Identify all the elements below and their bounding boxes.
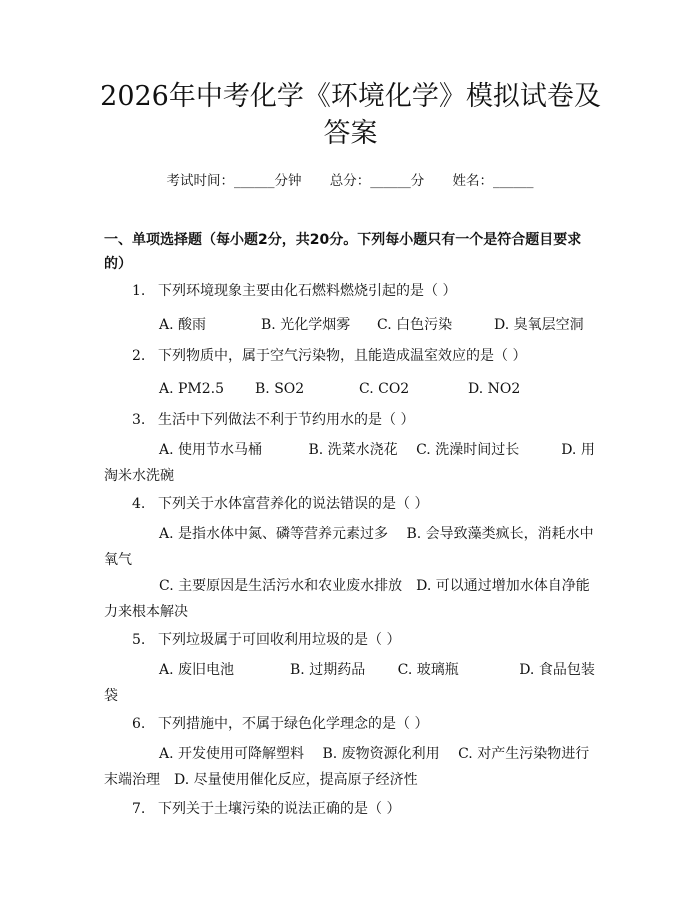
- section-heading: 一、单项选择题（每小题2分，共20分。下列每小题只有一个是符合题目要求的）: [104, 232, 582, 272]
- option-d: D. 臭氧层空洞: [494, 317, 584, 333]
- question-1: [132, 281, 456, 301]
- exam-time: 考试时间：______分钟: [166, 173, 302, 189]
- option-a: A. 酸雨: [159, 317, 207, 333]
- question-2-options: [159, 379, 520, 399]
- question-text: 下列关于土壤污染的说法正确的是（ ）: [158, 801, 401, 817]
- option-b: B. 光化学烟雾: [261, 317, 351, 333]
- question-text: 下列物质中，属于空气污染物，且能造成温室效应的是（ ）: [158, 348, 527, 364]
- question-text: 生活中下列做法不利于节约用水的是（ ）: [158, 412, 415, 428]
- question-number: 1.: [132, 283, 146, 299]
- question-number: 5.: [132, 632, 146, 648]
- option-b: B. SO2: [255, 381, 305, 397]
- question-1-options: [159, 315, 584, 335]
- option-c: C. CO2: [359, 381, 410, 397]
- student-name: 姓名：______: [452, 173, 534, 189]
- question-3: [132, 410, 414, 430]
- question-5: [132, 630, 400, 650]
- total-score: 总分：______分: [329, 173, 425, 189]
- question-4-options-cd: C. 主要原因是生活污水和农业废水排放 D. 可以通过增加水体自净能力来根本解决: [104, 578, 590, 620]
- question-text: 下列关于水体富营养化的说法错误的是（ ）: [158, 496, 429, 512]
- question-number: 3.: [132, 412, 146, 428]
- question-number: 2.: [132, 348, 146, 364]
- option-d: D. NO2: [468, 381, 521, 397]
- question-number: 7.: [132, 801, 146, 817]
- question-3-options: A. 使用节水马桶 B. 洗菜水浇花 C. 洗澡时间过长 D. 用淘米水洗碗: [104, 442, 595, 484]
- question-4: [132, 494, 428, 514]
- question-6-options: A. 开发使用可降解塑料 B. 废物资源化利用 C. 对产生污染物进行末端治理 D. 尽量使用催化反应，提高原子经济性: [104, 746, 590, 788]
- page-title: 2026年中考化学《环境化学》模拟试卷及答案: [100, 81, 601, 149]
- question-2: [132, 346, 526, 366]
- question-text: 下列措施中，不属于绿色化学理念的是（ ）: [158, 716, 429, 732]
- option-a: A. PM2.5: [159, 381, 225, 397]
- question-6: [132, 714, 428, 734]
- option-c: C. 白色污染: [377, 317, 453, 333]
- question-4-options-ab: A. 是指水体中氮、磷等营养元素过多 B. 会导致藻类疯长，消耗水中氧气: [104, 526, 594, 568]
- question-text: 下列环境现象主要由化石燃料燃烧引起的是（ ）: [158, 283, 457, 299]
- question-7: [132, 799, 400, 819]
- question-text: 下列垃圾属于可回收利用垃圾的是（ ）: [158, 632, 401, 648]
- question-number: 6.: [132, 716, 146, 732]
- exam-info: [0, 169, 700, 189]
- question-number: 4.: [132, 496, 146, 512]
- question-5-options: A. 废旧电池 B. 过期药品 C. 玻璃瓶 D. 食品包装袋: [104, 662, 595, 704]
